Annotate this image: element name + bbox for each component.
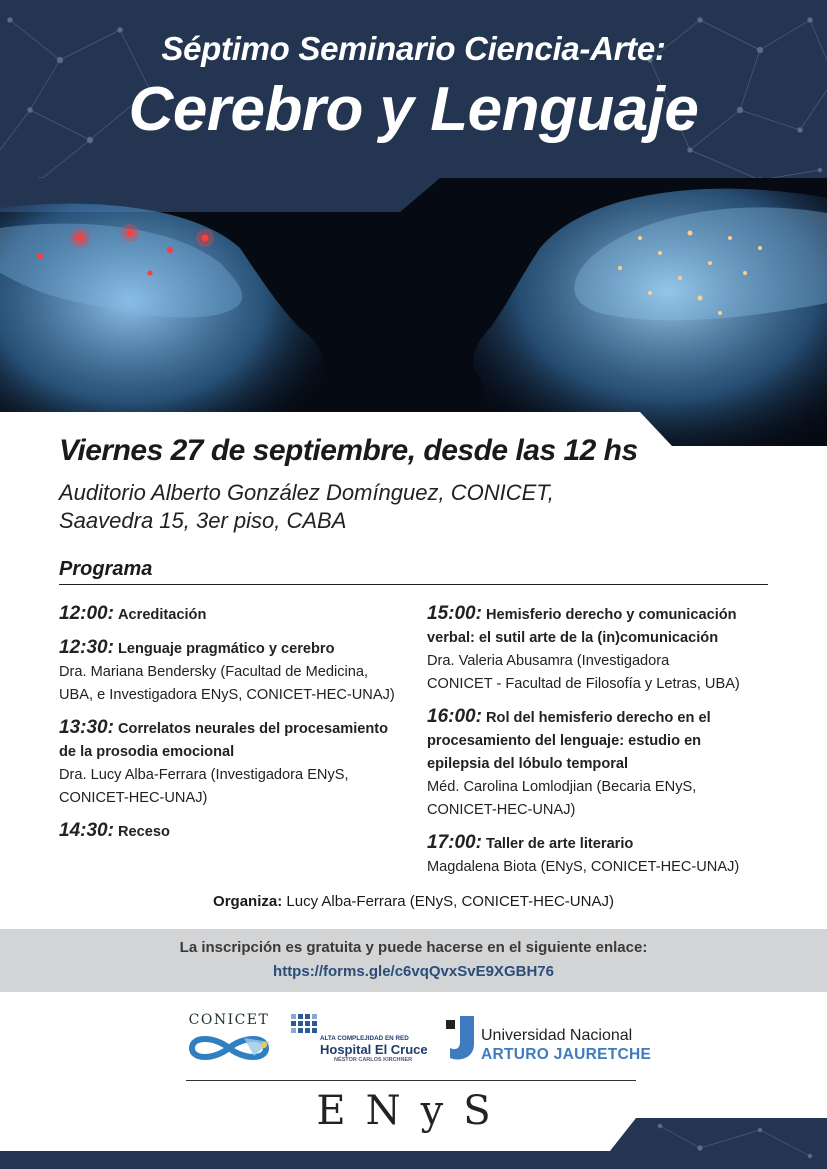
programa-divider <box>59 584 768 585</box>
hec-subname: NÉSTOR CARLOS KIRCHNER <box>334 1057 413 1063</box>
item-speaker: UBA, e Investigadora ENyS, CONICET-HEC-UNAJ) <box>59 687 395 703</box>
item-speaker: Magdalena Biota (ENyS, CONICET-HEC-UNAJ) <box>427 859 740 875</box>
hospital-el-cruce-logo <box>290 1014 430 1070</box>
item-speaker: Dra. Mariana Bendersky (Facultad de Medicina, <box>59 664 369 680</box>
item-title: Lenguaje pragmático y cerebro <box>117 641 335 657</box>
item-time: 12:00: <box>59 603 114 624</box>
item-speaker: Dra. Valeria Abusamra (Investigadora <box>427 653 670 669</box>
item-title: epilepsia del lóbulo temporal <box>427 756 629 772</box>
registration-text: La inscripción es gratuita y puede hacerse en el siguiente enlace: <box>179 939 648 956</box>
unaj-name-line-2: ARTURO JAURETCHE <box>481 1046 652 1063</box>
footer-divider <box>186 1080 636 1081</box>
programa-heading: Programa <box>59 558 153 580</box>
registration-band <box>0 929 827 992</box>
unaj-logo <box>444 1014 652 1070</box>
programa-left-column <box>59 602 424 853</box>
schedule-item <box>427 602 787 696</box>
registration-link[interactable]: https://forms.gle/c6vqQvxSvE9XGBH76 <box>273 963 554 980</box>
hospital-squares-icon <box>290 1014 322 1058</box>
enys-logo: ENyS <box>316 1088 511 1134</box>
item-title: Acreditación <box>117 607 207 623</box>
venue-line-2: Saavedra 15, 3er piso, CABA <box>59 508 347 533</box>
item-time: 15:00: <box>427 603 482 624</box>
item-speaker: Méd. Carolina Lomlodjian (Becaria ENyS, <box>427 779 697 795</box>
conicet-logo <box>184 1012 274 1072</box>
item-title: verbal: el sutil arte de la (in)comunicación <box>427 630 719 646</box>
organiza-value: Lucy Alba-Ferrara (ENyS, CONICET-HEC-UNAJ) <box>286 893 614 910</box>
item-time: 17:00: <box>427 832 482 853</box>
item-title: Hemisferio derecho y comunicación <box>485 607 737 623</box>
venue-line-1: Auditorio Alberto González Domínguez, CONICET, <box>59 480 554 505</box>
item-time: 13:30: <box>59 717 114 738</box>
unaj-j-icon <box>444 1014 478 1064</box>
schedule-item <box>59 636 424 707</box>
schedule-item <box>427 831 787 879</box>
item-time: 12:30: <box>59 637 114 658</box>
hec-name: Hospital El Cruce <box>320 1042 428 1057</box>
item-title: Receso <box>117 824 170 840</box>
hec-tagline: ALTA COMPLEJIDAD EN RED <box>320 1035 409 1042</box>
conicet-infinity-icon <box>184 1028 274 1068</box>
item-speaker: Dra. Lucy Alba-Ferrara (Investigadora ENyS, <box>59 767 349 783</box>
item-title: Rol del hemisferio derecho en el <box>485 710 711 726</box>
schedule-item <box>427 705 787 822</box>
conicet-logo-text: CONICET <box>188 1012 270 1028</box>
item-time: 14:30: <box>59 820 114 841</box>
seminar-subtitle: Séptimo Seminario Ciencia-Arte: <box>161 30 666 67</box>
item-title: Taller de arte literario <box>485 836 634 852</box>
item-title: de la prosodia emocional <box>59 744 235 760</box>
unaj-name-line-1: Universidad Nacional <box>481 1027 633 1044</box>
item-title: procesamiento del lenguaje: estudio en <box>427 733 702 749</box>
item-speaker: CONICET - Facultad de Filosofía y Letras, UBA) <box>427 676 740 692</box>
schedule-item <box>59 716 424 810</box>
seminar-title: Cerebro y Lenguaje <box>128 75 699 144</box>
organiza-label: Organiza: <box>213 893 283 910</box>
programa-right-column <box>427 602 787 888</box>
brain-heads-image <box>0 178 827 446</box>
item-time: 16:00: <box>427 706 482 727</box>
organiza-line <box>0 893 827 910</box>
item-speaker: CONICET-HEC-UNAJ) <box>427 802 576 818</box>
item-title: Correlatos neurales del procesamiento <box>117 721 389 737</box>
schedule-item <box>59 819 424 844</box>
item-speaker: CONICET-HEC-UNAJ) <box>59 790 208 806</box>
schedule-item <box>59 602 424 627</box>
footer-banner <box>0 1118 827 1169</box>
event-date: Viernes 27 de septiembre, desde las 12 hs <box>59 434 638 467</box>
